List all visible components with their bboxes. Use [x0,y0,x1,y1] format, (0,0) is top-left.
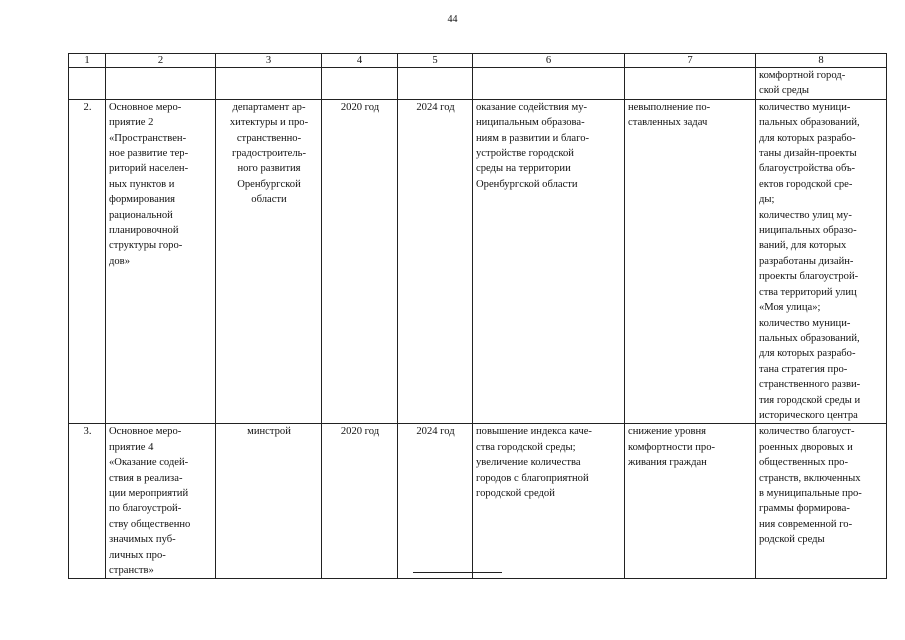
column-number-1: 1 [69,54,106,68]
column-number-8: 8 [756,54,887,68]
column-number-7: 7 [625,54,756,68]
responsible-executor: минстрой [216,424,322,579]
start-year: 2020 год [322,99,398,424]
measure-name: Основное меро- приятие 4 «Оказание содей- ствия в реализа- ции мероприятий по благоустрой- ству общественно значимых пуб- личных про- странств» [106,424,216,579]
non-implementation-consequences: невыполнение по- ставленных задач [625,99,756,424]
end-year: 2024 год [398,424,473,579]
non-implementation-consequences: снижение уровня комфортности про- живания граждан [625,424,756,579]
responsible-executor: департамент ар- хитектуры и про- странственно- градостроитель- ного развития Оренбургской области [216,99,322,424]
expected-result: повышение индекса каче- ства городской среды; увеличение количества городов с благоприятной городской средой [473,424,625,579]
measures-table [68,53,887,579]
column-number-6: 6 [473,54,625,68]
footer-rule [413,572,502,573]
table-row [69,424,887,579]
end-year: 2024 год [398,99,473,424]
start-year: 2020 год [322,424,398,579]
column-number-3: 3 [216,54,322,68]
table-row [69,99,887,424]
row-number: 2. [69,99,106,424]
measure-name: Основное меро- приятие 2 «Пространствен- ное развитие тер- риторий населен- ных пунктов и формирования рациональной планировочной структуры горо- дов» [106,99,216,424]
continuation-row [69,68,887,100]
column-number-2: 2 [106,54,216,68]
column-number-row [69,54,887,68]
related-indicators: количество муници- пальных образований, для которых разрабо- таны дизайн-проекты благоустройства объ- ектов городской сре- ды; количество улиц му- ниципальных образо- ваний, для которых разработаны дизайн- проекты благоустрой- ства территорий улиц «Моя улица»; количество муници- пальных образований, для которых разрабо- тана стратегия про- странственного разви- тия городской среды и исторического центра [756,99,887,424]
expected-result: оказание содействия му- ниципальным образова- ниям в развитии и благо- устройстве городской среды на территории Оренбургской области [473,99,625,424]
column-number-4: 4 [322,54,398,68]
column-number-5: 5 [398,54,473,68]
row-number: 3. [69,424,106,579]
page-number: 44 [447,14,458,25]
related-indicators: количество благоуст- роенных дворовых и общественных про- странств, включенных в муниципальные про- граммы формирова- ния современной го- родской среды [756,424,887,579]
indicators-continuation: комфортной город- ской среды [756,68,887,100]
